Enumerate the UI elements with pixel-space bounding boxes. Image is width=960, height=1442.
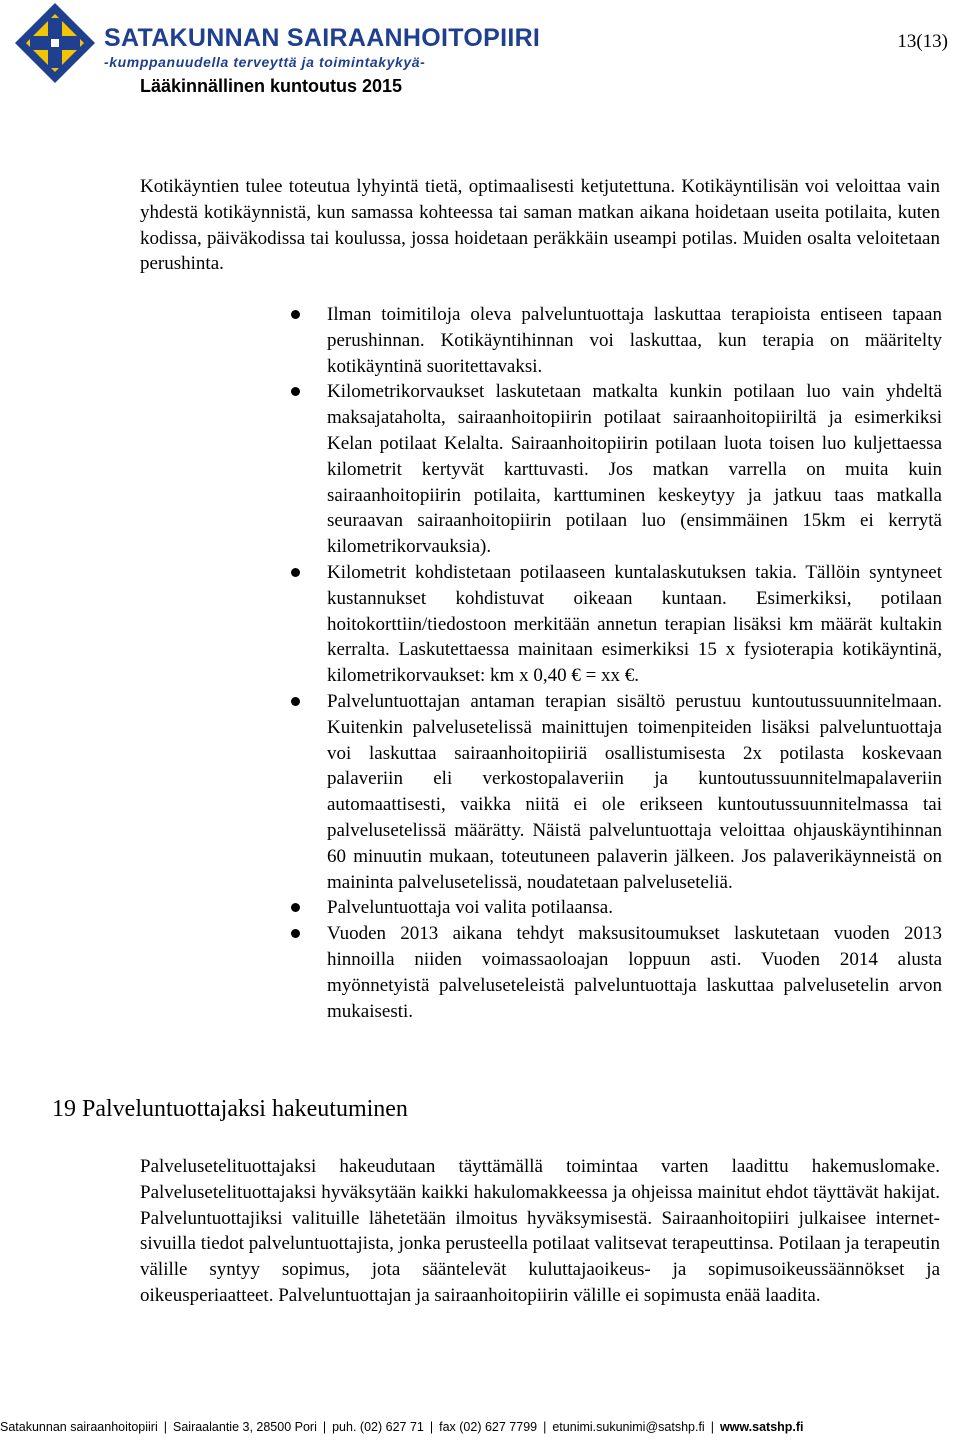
list-item-text: Ilman toimitiloja oleva palveluntuottaja laskuttaa terapioista entiseen tapaan perushinnan. Kotikäyntihinnan voi laskuttaa, kun terapia on määritelty kotikäyntinä suoritettavaksi. — [327, 304, 942, 377]
bullet-list — [327, 302, 942, 1024]
footer-separator: | — [543, 1420, 547, 1434]
bullet-icon — [291, 929, 300, 938]
document-title: Lääkinnällinen kuntoutus 2015 — [140, 76, 403, 96]
bullet-icon — [291, 310, 300, 319]
list-item — [327, 895, 942, 921]
section-heading: 19 Palveluntuottajaksi hakeutuminen — [52, 1096, 408, 1122]
list-item — [327, 689, 942, 895]
footer-website: www.satshp.fi — [719, 1420, 804, 1434]
footer-email: etunimi.sukunimi@satshp.fi — [552, 1420, 705, 1434]
bullet-icon — [291, 903, 300, 912]
list-item — [327, 921, 942, 1024]
bullet-icon — [291, 697, 300, 706]
bullet-icon — [291, 387, 300, 396]
bullet-icon — [291, 568, 300, 577]
list-item-text: Vuoden 2013 aikana tehdyt maksusitoumukset laskutetaan vuoden 2013 hinnoilla niiden voimassaoloajan loppuun asti. Vuoden 2014 alusta myönnetyistä palveluseteleistä palveluntuottaja laskuttaa palvelusetelin arvon mukaisesti. — [327, 923, 942, 1022]
hospital-district-logo-icon — [14, 2, 96, 84]
org-name: SATAKUNNAN SAIRAANHOITOPIIRI — [104, 24, 541, 52]
list-item — [327, 560, 942, 689]
list-item-text: Palveluntuottaja voi valita potilaansa. — [327, 897, 613, 919]
section-paragraph: Palvelusetelituottajaksi hakeudutaan täyttämällä toimintaa varten laadittu hakemuslomake. Palvelusetelituottajaksi hyväksytään kaikki hakulomakkeessa ja ohjeissa mainitut ehdot täyttävät hakijat. Palveluntuottajiksi valituille lähetetään ilmoitus hyväksymisestä. Sairaanhoitopiiri julkaisee internet-sivuilla tiedot palveluntuottajista, jonka perusteella potilaat valitsevat terapeuttinsa. Potilaan ja terapeutin välille syntyy sopimus, jota sääntelevät kuluttajaoikeus- ja sopimusoikeussäännökset ja oikeusperiaatteet. Palveluntuottajan ja sairaanhoitopiirin välille ei sopimusta enää laadita. — [140, 1156, 940, 1306]
page-footer — [0, 1420, 960, 1434]
list-item-text: Kilometrit kohdistetaan potilaaseen kuntalaskutuksen takia. Tällöin syntyneet kustannukset kohdistuvat oikeaan kuntaan. Esimerkiksi, potilaan hoitokorttiin/tiedostoon merkitään annetun terapian lisäksi km määrät kultakin kerralta. Laskutettaessa mainitaan esimerkiksi 15 x fysioterapia kotikäyntinä, kilometrikorvaukset: km x 0,40 € = xx €. — [327, 561, 942, 687]
list-item-text: Kilometrikorvaukset laskutetaan matkalta kunkin potilaan luo vain yhdeltä maksajataholta, sairaanhoitopiirin potilaat sairaanhoitopiiriltä ja esimerkiksi Kelan potilaat Kelalta. Sairaanhoitopiirin potilaan luota toisen luo kuljettaessa kilometrit kertyvät karttuvasti. Jos matkan varrella on muita kuin sairaanhoitopiirin potilaita, karttuminen keskeytyy ja jatkuu taas matkalla seuraavan sairaanhoitopiirin potilaan luo (ensimmäinen 15km ei kerrytä kilometrikorvauksia). — [327, 381, 942, 558]
footer-phone: puh. (02) 627 71 — [332, 1420, 424, 1434]
footer-separator: | — [429, 1420, 434, 1434]
list-item — [327, 379, 942, 560]
intro-paragraph: Kotikäyntien tulee toteutua lyhyintä tietä, optimaalisesti ketjutettuna. Kotikäyntilisän voi veloittaa vain yhdestä kotikäynnistä, kun samassa kohteessa tai saman matkan aikana hoidetaan useita potilaita, kuten kodissa, päiväkodissa tai koulussa, jossa hoidetaan peräkkäin useampi potilas. Muiden osalta veloitetaan perushinta. — [140, 176, 940, 275]
org-slogan: -kumppanuudella terveyttä ja toimintakykyä- — [104, 54, 426, 70]
page-header — [0, 0, 960, 110]
page-number: 13(13) — [897, 31, 948, 52]
logo-cross-center — [51, 39, 59, 47]
footer-separator: | — [163, 1420, 167, 1434]
footer-address: Sairaalantie 3, 28500 Pori — [173, 1420, 317, 1434]
list-item — [327, 302, 942, 379]
footer-separator: | — [710, 1420, 714, 1434]
footer-org: Satakunnan sairaanhoitopiiri — [0, 1420, 158, 1434]
footer-fax: fax (02) 627 7799 — [439, 1420, 538, 1434]
footer-separator: | — [322, 1420, 327, 1434]
list-item-text: Palveluntuottajan antaman terapian sisältö perustuu kuntoutussuunnitelmaan. Kuitenkin palvelusetelissä mainittujen toimenpiteiden lisäksi palveluntuottaja voi laskuttaa sairaanhoitopiiriä osallistumisesta 2x potilasta koskevaan palaveriin eli verkostopalaveriin ja kuntoutussuunnitelmapalaveriin automaattisesti, vaikka niitä ei ole erikseen kuntoutussuunnitelmassa tai palvelusetelissä määrätty. Näistä palveluntuottaja veloittaa ohjauskäyntihinnan 60 minuutin mukaan, toteutuneen palaverin jälkeen. Jos palaverikäynneistä on maininta palvelusetelissä, noudatetaan palveluseteliä. — [327, 690, 942, 893]
